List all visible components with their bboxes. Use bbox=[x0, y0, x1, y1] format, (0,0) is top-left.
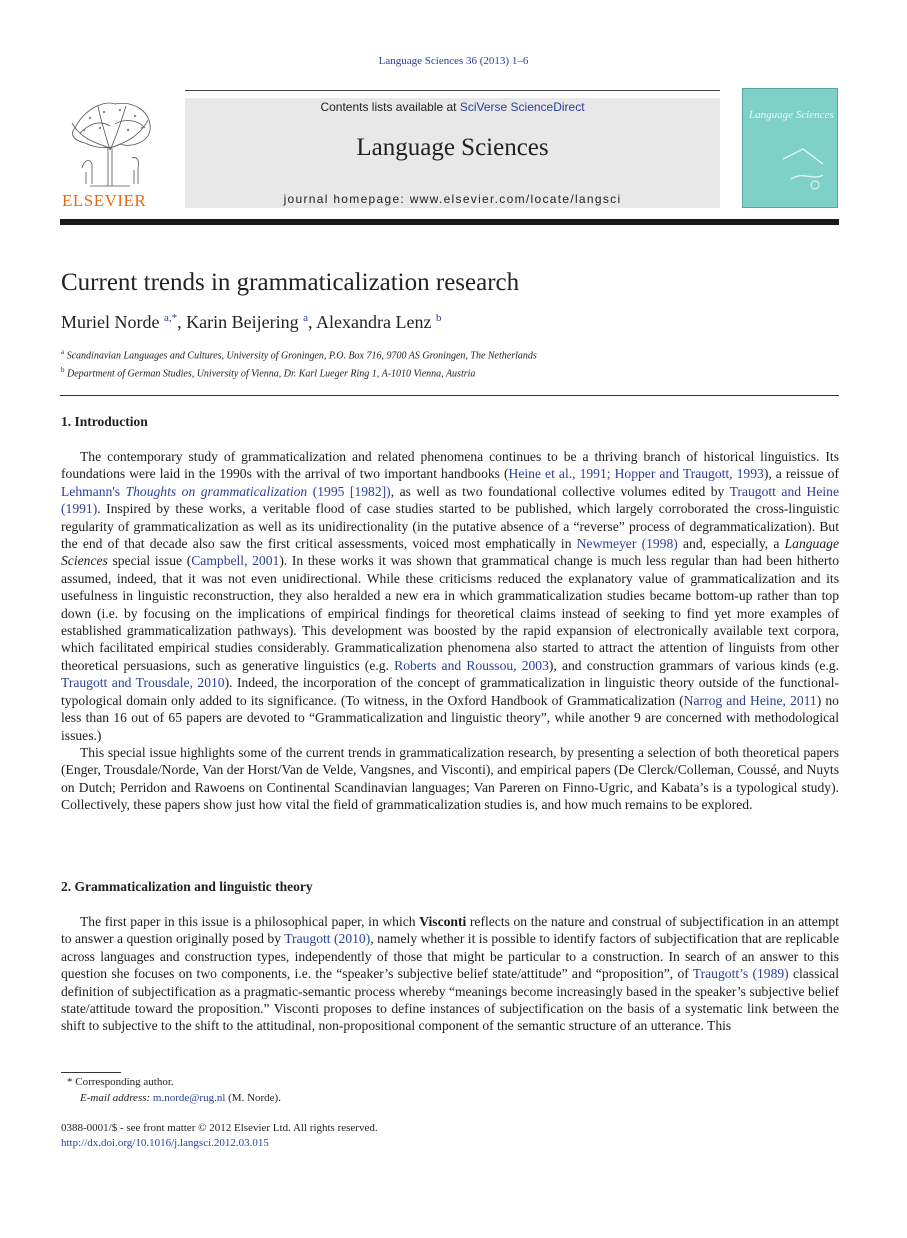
journal-citation[interactable]: Language Sciences 36 (2013) 1–6 bbox=[378, 55, 529, 67]
section-2-body bbox=[61, 913, 839, 1035]
contents-prefix: Contents lists available at bbox=[320, 100, 460, 114]
section-heading-linguistic-theory: 2. Grammaticalization and linguistic theory bbox=[61, 879, 313, 894]
email-suffix: (M. Norde). bbox=[228, 1092, 281, 1104]
reference-link[interactable]: Traugott and Trousdale, 2010 bbox=[61, 675, 225, 691]
journal-cover-thumbnail bbox=[742, 88, 838, 208]
homepage-prefix: journal homepage: bbox=[283, 192, 410, 206]
article-title: Current trends in grammaticalization research bbox=[61, 269, 520, 296]
doi-link[interactable]: http://dx.doi.org/10.1016/j.langsci.2012.03.015 bbox=[61, 1137, 269, 1149]
section-heading-introduction: 1. Introduction bbox=[61, 414, 148, 429]
journal-title: Language Sciences bbox=[356, 134, 549, 161]
title-divider bbox=[60, 395, 839, 396]
author-name: Muriel Norde bbox=[61, 312, 160, 332]
author-name: Karin Beijering bbox=[186, 312, 299, 332]
author-list: Muriel Norde $^{a,*}$, Karin Beijering $^a$, Alexandra Lenz $^b$ bbox=[61, 312, 442, 332]
reference-link[interactable]: Lehmann's Thoughts on grammaticalization (1995 [1982]) bbox=[61, 483, 391, 499]
introduction-body bbox=[61, 448, 839, 814]
homepage-url[interactable]: www.elsevier.com/locate/langsci bbox=[409, 192, 622, 206]
paragraph: The contemporary study of grammaticalization and related phenomena continues to be a thriving branch of historical linguistics. Its foundations were laid in the 1990s with the arrival of two important handbooks (Heine et al., 1991; Hopper and Traugott, 1993), a reissue of Lehmann's Thoughts on grammaticalization (1995 [1982]), as well as two foundational collective volumes edited by Traugott and Heine (1991). Inspired by these works, a veritable flood of case studies started to be published, which largely corroborated the cross-linguistic regularity of grammaticalization as well as its unidirectionality (in the putative absence of a “reverse” process of degrammaticalization). But the end of that decade also saw the first critical assessments, voiced most emphatically in Newmeyer (1998) and, especially, a Language Sciences special issue (Campbell, 2001). In these works it was shown that grammatical change is much less regular than had been hitherto assumed, indeed, that it was not even unidirectional. While these criticisms reduced the explanatory value of grammaticalization and its usefulness in linguistic reconstruction, they also heralded a new era in which grammaticalization studies became bottom-up rather than top down (i.e. by focusing on the implications of empirical findings for theoretical claims instead of seeking to find yet more examples of established grammaticalization pathways). This development was boosted by the rapid expansion of electronically available text corpora, which facilitated empirical studies considerably. Grammaticalization phenomena also started to attract the attention of linguists from other theoretical persuasions, such as generative linguistics (e.g. Roberts and Roussou, 2003), and construction grammars of various kinds (e.g. Traugott and Trousdale, 2010). Indeed, the incorporation of the concept of grammaticalization in linguistic theory outside of the functional-typological domain only added to its significance. (To witness, in the Oxford Handbook of Grammaticalization (Narrog and Heine, 2011) no less than 16 out of 65 papers are devoted to “Grammaticalization and linguistic theory”, while another 9 are concerned with methodological issues.) bbox=[61, 449, 839, 743]
author-marks[interactable]: a,* bbox=[163, 312, 178, 324]
paragraph: The first paper in this issue is a philosophical paper, in which Visconti reflects on the nature and construal of subjectification in an attempt to answer a question originally posed by Traugott (2010), namely whether it is possible to identify factors of subjectification that are replicable across languages and construction types, independently of those that might be particular to a construction. In search of an answer to this question she focuses on two components, i.e. the “speaker’s subjective belief state/attitude” and “proposition”, of Traugott’s (1989) classical definition of subjectification as a pragmatic-semantic process whereby “meanings become increasingly based in the speaker’s subjective belief state/attitude toward the proposition.” Visconti proposes to define instances of subjectification on the basis of a systematic link between the shift to subjective to the shift to the attitudinal, non-propositional component of the semantic structure of an utterance. This bbox=[61, 914, 839, 1034]
publisher-wordmark: ELSEVIER bbox=[62, 191, 147, 210]
header-heavy-rule bbox=[60, 219, 839, 225]
issn-copyright: 0388-0001/$ - see front matter © 2012 Elsevier Ltd. All rights reserved. bbox=[61, 1122, 378, 1134]
reference-link[interactable]: Newmeyer (1998) bbox=[576, 536, 678, 552]
email-label: E-mail address: bbox=[80, 1092, 151, 1104]
email-link[interactable]: m.norde@rug.nl bbox=[152, 1092, 226, 1104]
reference-link[interactable]: Roberts and Roussou, 2003 bbox=[394, 657, 549, 673]
reference-link[interactable]: Narrog and Heine, 2011 bbox=[683, 692, 817, 708]
corresponding-text: Corresponding author. bbox=[75, 1076, 174, 1088]
reference-link[interactable]: Heine et al., 1991; Hopper and Traugott, 1993 bbox=[508, 466, 764, 482]
author-marks[interactable]: a bbox=[303, 312, 308, 324]
footnote-rule bbox=[61, 1072, 121, 1073]
asterisk-mark: * bbox=[67, 1076, 73, 1088]
corresponding-author-note bbox=[61, 1076, 174, 1088]
masthead-top-rule bbox=[185, 90, 720, 91]
email-note bbox=[80, 1092, 281, 1104]
reference-link[interactable]: Traugott’s (1989) bbox=[692, 966, 789, 982]
author-name: Alexandra Lenz bbox=[316, 312, 432, 332]
affiliation-a: $^a$ Scandinavian Languages and Cultures, University of Groningen, P.O. Box 716, 9700 AS Groningen, The Netherlands bbox=[61, 348, 537, 362]
affiliations bbox=[61, 345, 537, 382]
sciencedirect-link[interactable]: SciVerse ScienceDirect bbox=[459, 100, 585, 114]
reference-link[interactable]: Traugott and Heine (1991) bbox=[61, 483, 839, 517]
cover-title: Language Sciences bbox=[749, 109, 834, 121]
contents-availability bbox=[185, 100, 720, 114]
reference-link[interactable]: Campbell, 2001 bbox=[191, 553, 280, 569]
reference-link[interactable]: Traugott (2010) bbox=[284, 931, 371, 947]
affiliation-b: $^b$ Department of German Studies, University of Vienna, Dr. Karl Lueger Ring 1, A-1010 Vienna, Austria bbox=[61, 366, 476, 380]
journal-homepage bbox=[185, 192, 720, 206]
paragraph: This special issue highlights some of the current trends in grammaticalization research, by presenting a selection of both theoretical papers (Enger, Trousdale/Norde, Van der Horst/Van de Velde, Vangsnes, and Visconti), and empirical papers (De Clerck/Colleman, Coussé, and Nuyts on Dutch; Perridon and Rawoens on Continental Scandinavian languages; Van Pareren on Finno-Ugric, and Kabata’s is a typological study). Collectively, these papers show just how vital the field of grammaticalization studies is, and how much remains to be explored. bbox=[61, 744, 839, 813]
author-marks[interactable]: b bbox=[435, 312, 442, 324]
